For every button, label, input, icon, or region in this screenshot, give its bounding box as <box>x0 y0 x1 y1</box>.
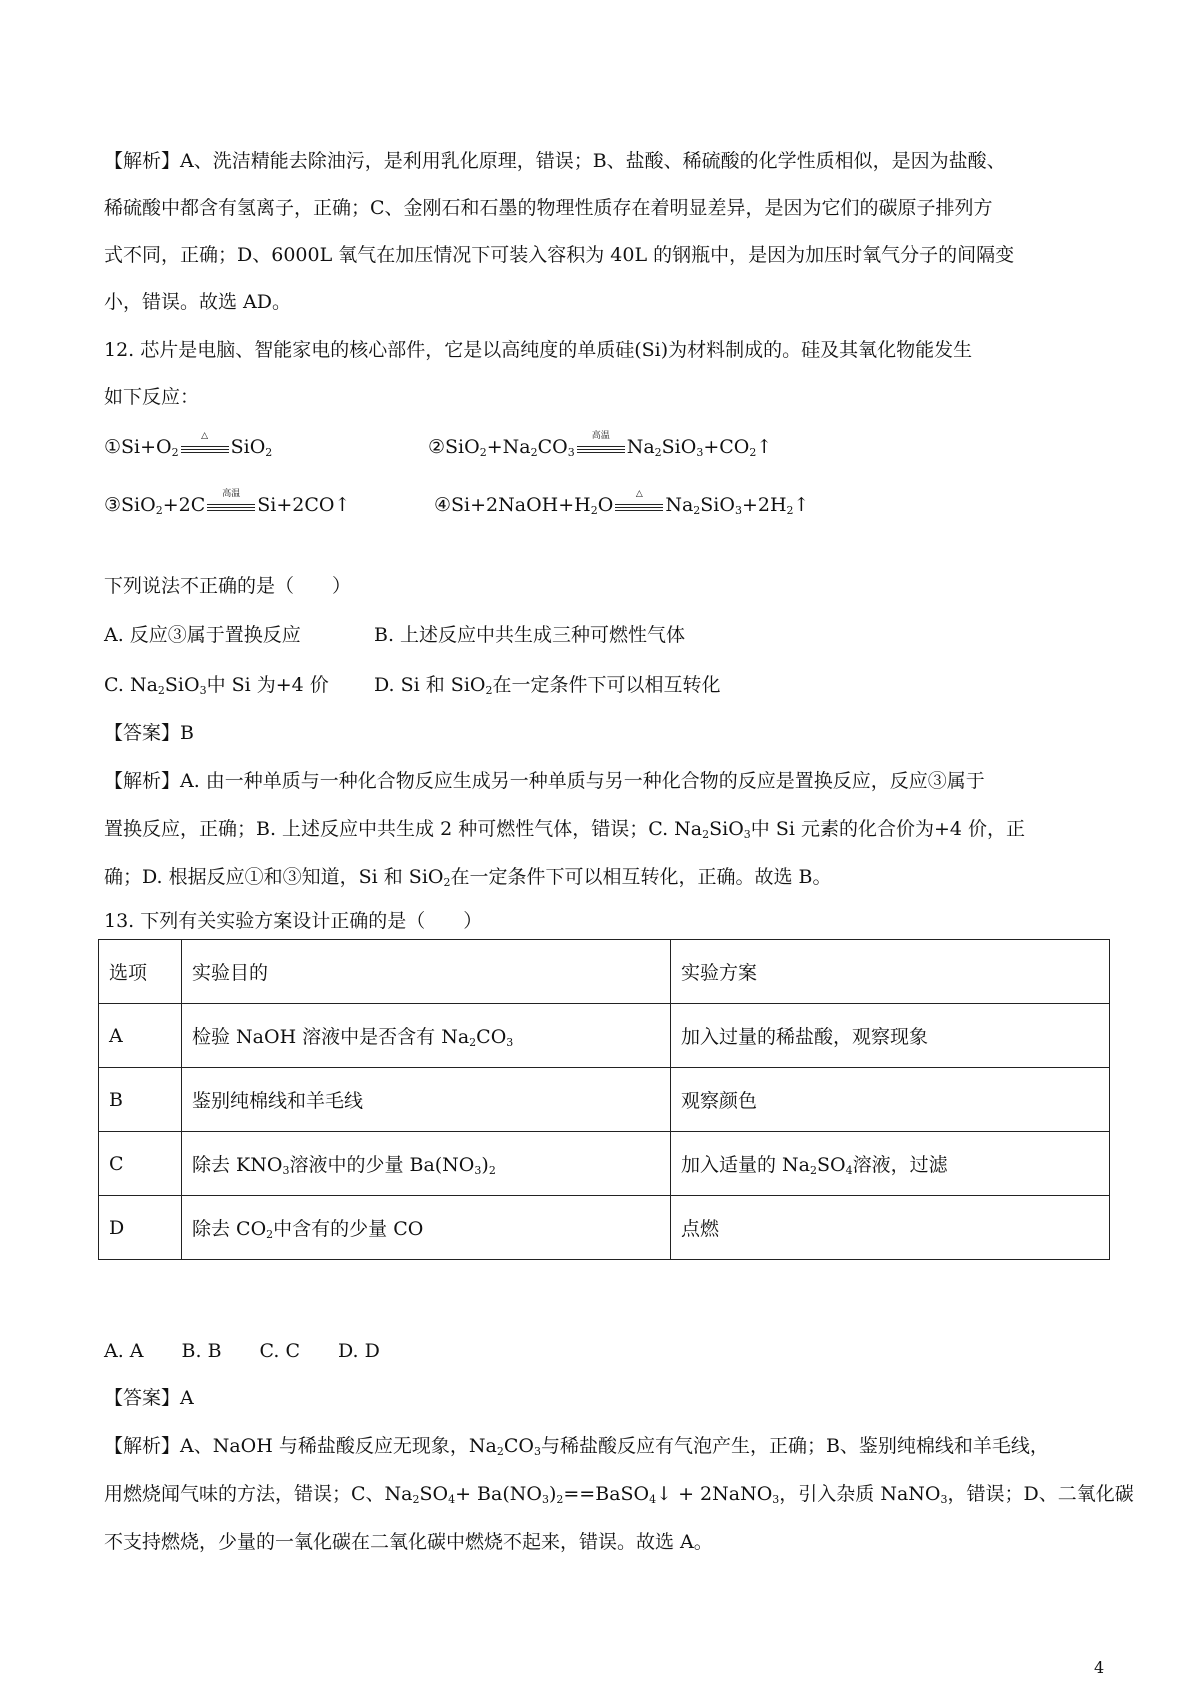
q13-stem: 13. 下列有关实验方案设计正确的是（ ） <box>104 910 483 932</box>
q13-analysis-line-1: 【解析】A、NaOH 与稀盐酸反应无现象，$Na_2CO_3$与稀盐酸反应有气泡产生，正确；B、鉴别纯棉线和羊毛线， <box>104 1435 1049 1458</box>
q12-options-row-1 <box>104 622 1104 648</box>
row-option: B <box>99 1068 182 1132</box>
q12-options-row-2 <box>104 672 1104 698</box>
high-temp-condition-sign: 高温 <box>205 495 257 515</box>
experiment-table <box>98 939 1110 1260</box>
row-plan: 观察颜色 <box>671 1068 1110 1132</box>
q11-analysis-line-3: 式不同，正确；D、6000L 氧气在加压情况下可装入容积为 40L 的钢瓶中，是因为加压时氧气分子的间隔变 <box>104 244 1015 266</box>
table-header-row <box>99 940 1110 1004</box>
row-option: C <box>99 1132 182 1196</box>
equation-3: ③SiO$_2$+2C 高温 Si+2CO↑ <box>104 489 351 517</box>
row-plan: 加入适量的 $Na_2SO_4$溶液，过滤 <box>671 1132 1110 1196</box>
row-option: A <box>99 1004 182 1068</box>
q12-question: 下列说法不正确的是（ ） <box>104 575 352 597</box>
q12-answer: 【答案】B <box>104 722 194 744</box>
page-number: 4 <box>1094 1658 1105 1677</box>
gas-arrow-icon: ↑ <box>756 436 773 458</box>
q11-analysis-line-2: 稀硫酸中都含有氢离子，正确；C、金刚石和石墨的物理性质存在着明显差异，是因为它们的碳原子排列方 <box>104 197 993 219</box>
equation-2: $②SiO_2+Na_2CO_3$ 高温 $Na_2SiO_3+CO_2↑$ <box>428 431 773 459</box>
high-temp-condition-sign: 高温 <box>575 437 627 457</box>
q13-analysis-line-3: 不支持燃烧，少量的一氧化碳在二氧化碳中燃烧不起来，错误。故选 A。 <box>104 1531 713 1553</box>
q12-option-d: D. Si 和 SiO$_2$在一定条件下可以相互转化 <box>374 674 721 697</box>
table-row <box>99 1004 1110 1068</box>
q12-option-c: C. $Na_2SiO_3$中 Si 为+4 价 <box>104 674 329 697</box>
q12-stem-line-1: 12. 芯片是电脑、智能家电的核心部件，它是以高纯度的单质硅(Si)为材料制成的。硅及其氧化物能发生 <box>104 339 973 361</box>
gas-arrow-icon: ↑ <box>334 494 351 516</box>
header-plan: 实验方案 <box>671 940 1110 1004</box>
q12-analysis-line-3: 确；D. 根据反应①和③知道，Si 和 SiO$_2$在一定条件下可以相互转化，正确。故选 B。 <box>104 866 832 889</box>
table-row <box>99 1068 1110 1132</box>
q12-analysis-line-2: 置换反应，正确；B. 上述反应中共生成 2 种可燃性气体，错误；C. $Na_2SiO_3$中 Si 元素的化合价为+4 价，正 <box>104 818 1026 841</box>
row-goal: 鉴别纯棉线和羊毛线 <box>182 1068 671 1132</box>
table-row <box>99 1132 1110 1196</box>
row-goal: 检验 NaOH 溶液中是否含有 $Na_2CO_3$ <box>182 1004 671 1068</box>
q13-analysis-line-2: 用燃烧闻气味的方法，错误；C、$Na_2SO_4+$ $Ba(NO_3)_2==BaSO_4↓$ + 2NaNO$_3$，引入杂质 NaNO$_3$，错误；D、二氧化碳 <box>104 1483 1134 1506</box>
gas-arrow-icon: ↑ <box>793 494 810 516</box>
q12-option-b: B. 上述反应中共生成三种可燃性气体 <box>374 624 686 646</box>
q13-options: A. A B. B C. C D. D <box>104 1340 380 1362</box>
q11-analysis-line-4: 小，错误。故选 AD。 <box>104 291 291 313</box>
q12-option-a: A. 反应③属于置换反应 <box>104 624 301 646</box>
row-option: D <box>99 1196 182 1260</box>
row-goal: 除去 $CO_2$中含有的少量 CO <box>182 1196 671 1260</box>
q12-stem-line-2: 如下反应： <box>104 386 200 408</box>
equation-4: $④Si+2NaOH+H_2O$ △ $Na_2SiO_3+2H_2↑$ <box>434 489 810 517</box>
q13-answer: 【答案】A <box>104 1387 194 1409</box>
q11-analysis-line-1: 【解析】A、洗洁精能去除油污，是利用乳化原理，错误；B、盐酸、稀硫酸的化学性质相似，是因为盐酸、 <box>104 150 1006 172</box>
header-option: 选项 <box>99 940 182 1004</box>
table-row <box>99 1196 1110 1260</box>
heat-condition-sign: △ <box>179 437 231 457</box>
heat-condition-sign: △ <box>613 495 665 515</box>
row-plan: 加入过量的稀盐酸，观察现象 <box>671 1004 1110 1068</box>
header-goal: 实验目的 <box>182 940 671 1004</box>
row-goal: 除去 $KNO_3$溶液中的少量 $Ba(NO_3)_2$ <box>182 1132 671 1196</box>
q12-analysis-line-1: 【解析】A. 由一种单质与一种化合物反应生成另一种单质与另一种化合物的反应是置换反应，反应③属于 <box>104 770 985 792</box>
equation-1: $①Si+O_2$ △ SiO$_2$ <box>104 431 273 459</box>
row-plan: 点燃 <box>671 1196 1110 1260</box>
